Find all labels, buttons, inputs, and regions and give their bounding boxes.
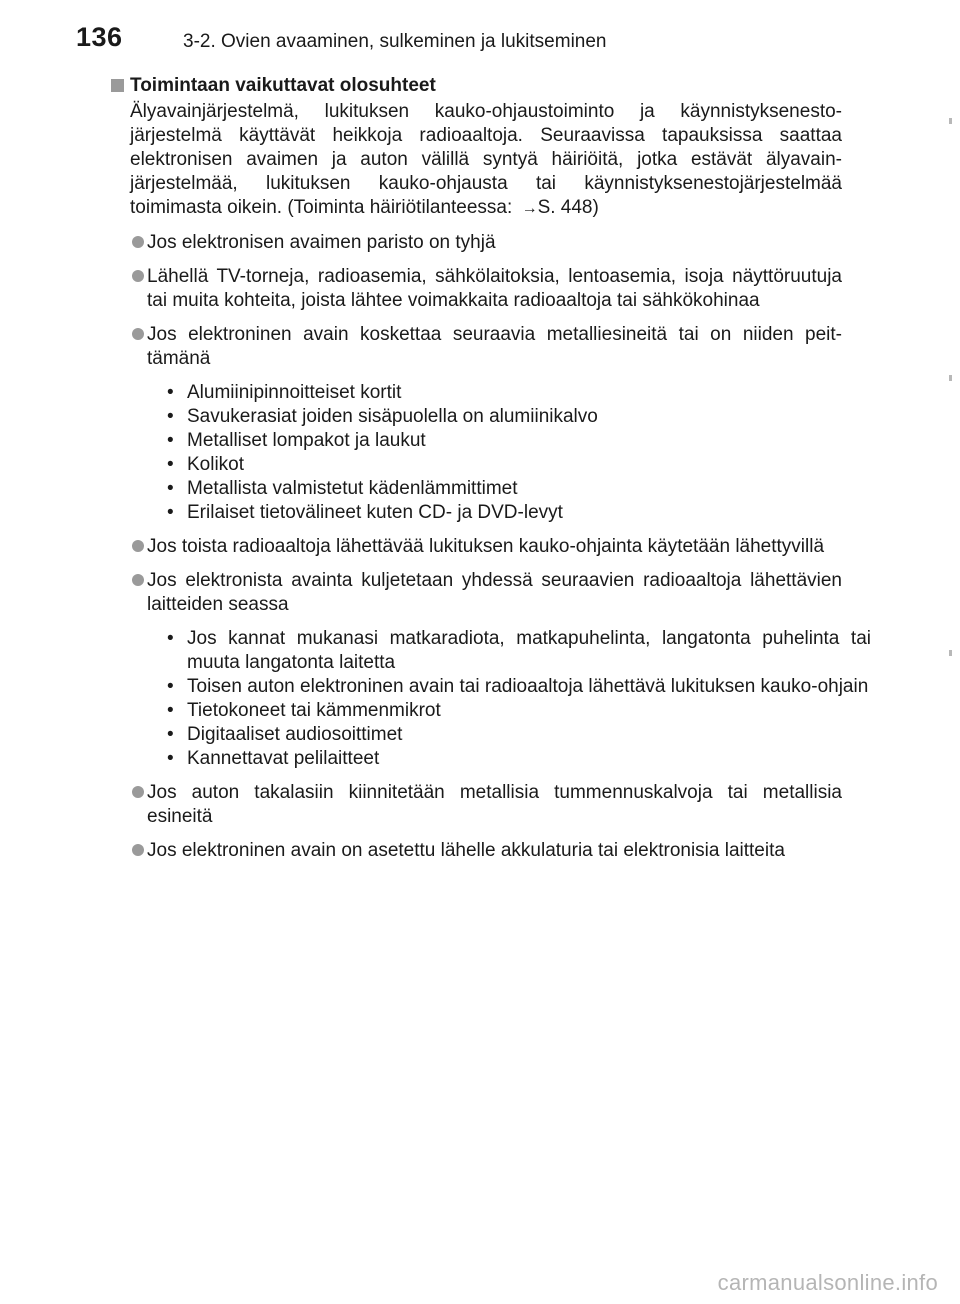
list-item-text: Jos elektronisen avaimen paristo on tyhjä: [147, 232, 496, 253]
list-item: [110, 839, 842, 863]
sub-list-item-text: Kannettavat pelilaitteet: [187, 748, 380, 769]
sub-bullet-icon: •: [167, 382, 174, 403]
list-item: [110, 569, 842, 617]
sub-list-item: [167, 453, 871, 477]
sub-list-item: [167, 723, 871, 747]
list-item-text: Jos elektronista avainta kuljetetaan yhdessä seuraavien radioaaltoja lähettävien laitteiden seassa: [147, 570, 842, 615]
sub-bullet-icon: •: [167, 478, 174, 499]
sub-bullet-icon: •: [167, 430, 174, 451]
sub-list-item: [167, 699, 871, 723]
sub-list-item: [167, 501, 871, 525]
page-number: 136: [76, 22, 123, 52]
sub-bullet-icon: •: [167, 502, 174, 523]
sub-list-item: [167, 675, 871, 699]
sub-list-item: [167, 381, 871, 405]
bullet-dot-icon: [132, 328, 144, 340]
page-edge-mark: [949, 118, 952, 124]
sub-list-item-text: Tietokoneet tai kämmenmikrot: [187, 700, 441, 721]
list-item-text: Lähellä TV-torneja, radioasemia, sähkölaitoksia, lentoasemia, isoja näyttöruutuja tai muita kohteita, joista lähtee voimakkaita radioaaltoja tai sähkökohinaa: [147, 266, 842, 311]
intro-text: Älyavainjärjestelmä, lukituksen kauko-ohjaustoiminto ja käynnistyksenestojärjestelmä käyttävät heikkoja radioaaltoja. Seuraavissa tapauksissa saattaa elektronisen avaimen ja auton välillä syntyä häiriöitä, jotka estävät älyavainjärjestelmää, lukituksen kauko-ohjausta tai käynnistyksenestojärjestelmää toimimasta oikein. (Toiminta häiriötilanteessa:: [130, 101, 842, 218]
sub-bullet-icon: •: [167, 676, 174, 697]
list-item-text: Jos elektroninen avain on asetettu lähelle akkulaturia tai elektronisia laitteita: [147, 840, 785, 861]
bullet-dot-icon: [132, 540, 144, 552]
list-item-text: Jos elektroninen avain koskettaa seuraavia metalliesineitä tai on niiden peittämänä: [147, 324, 842, 369]
sub-list-item: [167, 747, 871, 771]
list-item: [110, 781, 842, 829]
sub-list-item: [167, 477, 871, 501]
sub-list-item: [167, 627, 871, 675]
reference-arrow-icon: →: [521, 200, 538, 217]
metal-items-list: [110, 381, 871, 525]
sub-list-item: [167, 429, 871, 453]
chapter-title: 3-2. Ovien avaaminen, sulkeminen ja lukitseminen: [183, 31, 607, 52]
sub-bullet-icon: •: [167, 724, 174, 745]
sub-list-item-text: Toisen auton elektroninen avain tai radioaaltoja lähettävä lukituksen kauko-ohjain: [187, 676, 869, 697]
sub-bullet-icon: •: [167, 454, 174, 475]
bullet-dot-icon: [132, 270, 144, 282]
sub-list-item-text: Savukerasiat joiden sisäpuolella on alumiinikalvo: [187, 406, 598, 427]
sub-bullet-icon: •: [167, 628, 174, 649]
section-heading-text: Toimintaan vaikuttavat olosuhteet: [130, 75, 436, 96]
sub-list-item-text: Jos kannat mukanasi matkaradiota, matkapuhelinta, langatonta puhelinta tai muuta langatonta laitetta: [187, 628, 871, 673]
page-edge-mark: [949, 650, 952, 656]
sub-list-item-text: Metalliset lompakot ja laukut: [187, 430, 426, 451]
sub-list-item-text: Metallista valmistetut kädenlämmittimet: [187, 478, 518, 499]
list-item: [110, 323, 842, 371]
list-item-text: Jos toista radioaaltoja lähettävää lukituksen kauko-ohjainta käytetään lähettyvillä: [147, 536, 825, 557]
page-reference-link[interactable]: S. 448): [537, 197, 599, 218]
watermark[interactable]: carmanualsonline.info: [717, 1270, 938, 1295]
bullet-dot-icon: [132, 786, 144, 798]
section-heading: [110, 74, 842, 98]
sub-list-item-text: Alumiinipinnoitteiset kortit: [187, 382, 402, 403]
page-header: [0, 22, 960, 56]
sub-bullet-icon: •: [167, 748, 174, 769]
list-item: [110, 265, 842, 313]
square-marker-icon: [111, 79, 124, 92]
sub-list-item-text: Erilaiset tietovälineet kuten CD- ja DVD-levyt: [187, 502, 563, 523]
page-content: [110, 74, 871, 863]
bullet-dot-icon: [132, 236, 144, 248]
sub-list-item: [167, 405, 871, 429]
sub-bullet-icon: •: [167, 700, 174, 721]
page-edge-mark: [949, 375, 952, 381]
intro-paragraph: [110, 100, 842, 221]
sub-list-item-text: Digitaaliset audiosoittimet: [187, 724, 403, 745]
list-item: [110, 231, 842, 255]
list-item: [110, 535, 842, 559]
list-item-text: Jos auton takalasiin kiinnitetään metallisia tummennuskalvoja tai metallisia esineitä: [147, 782, 842, 827]
radio-devices-list: [110, 627, 871, 771]
bullet-dot-icon: [132, 574, 144, 586]
sub-bullet-icon: •: [167, 406, 174, 427]
bullet-dot-icon: [132, 844, 144, 856]
sub-list-item-text: Kolikot: [187, 454, 245, 475]
